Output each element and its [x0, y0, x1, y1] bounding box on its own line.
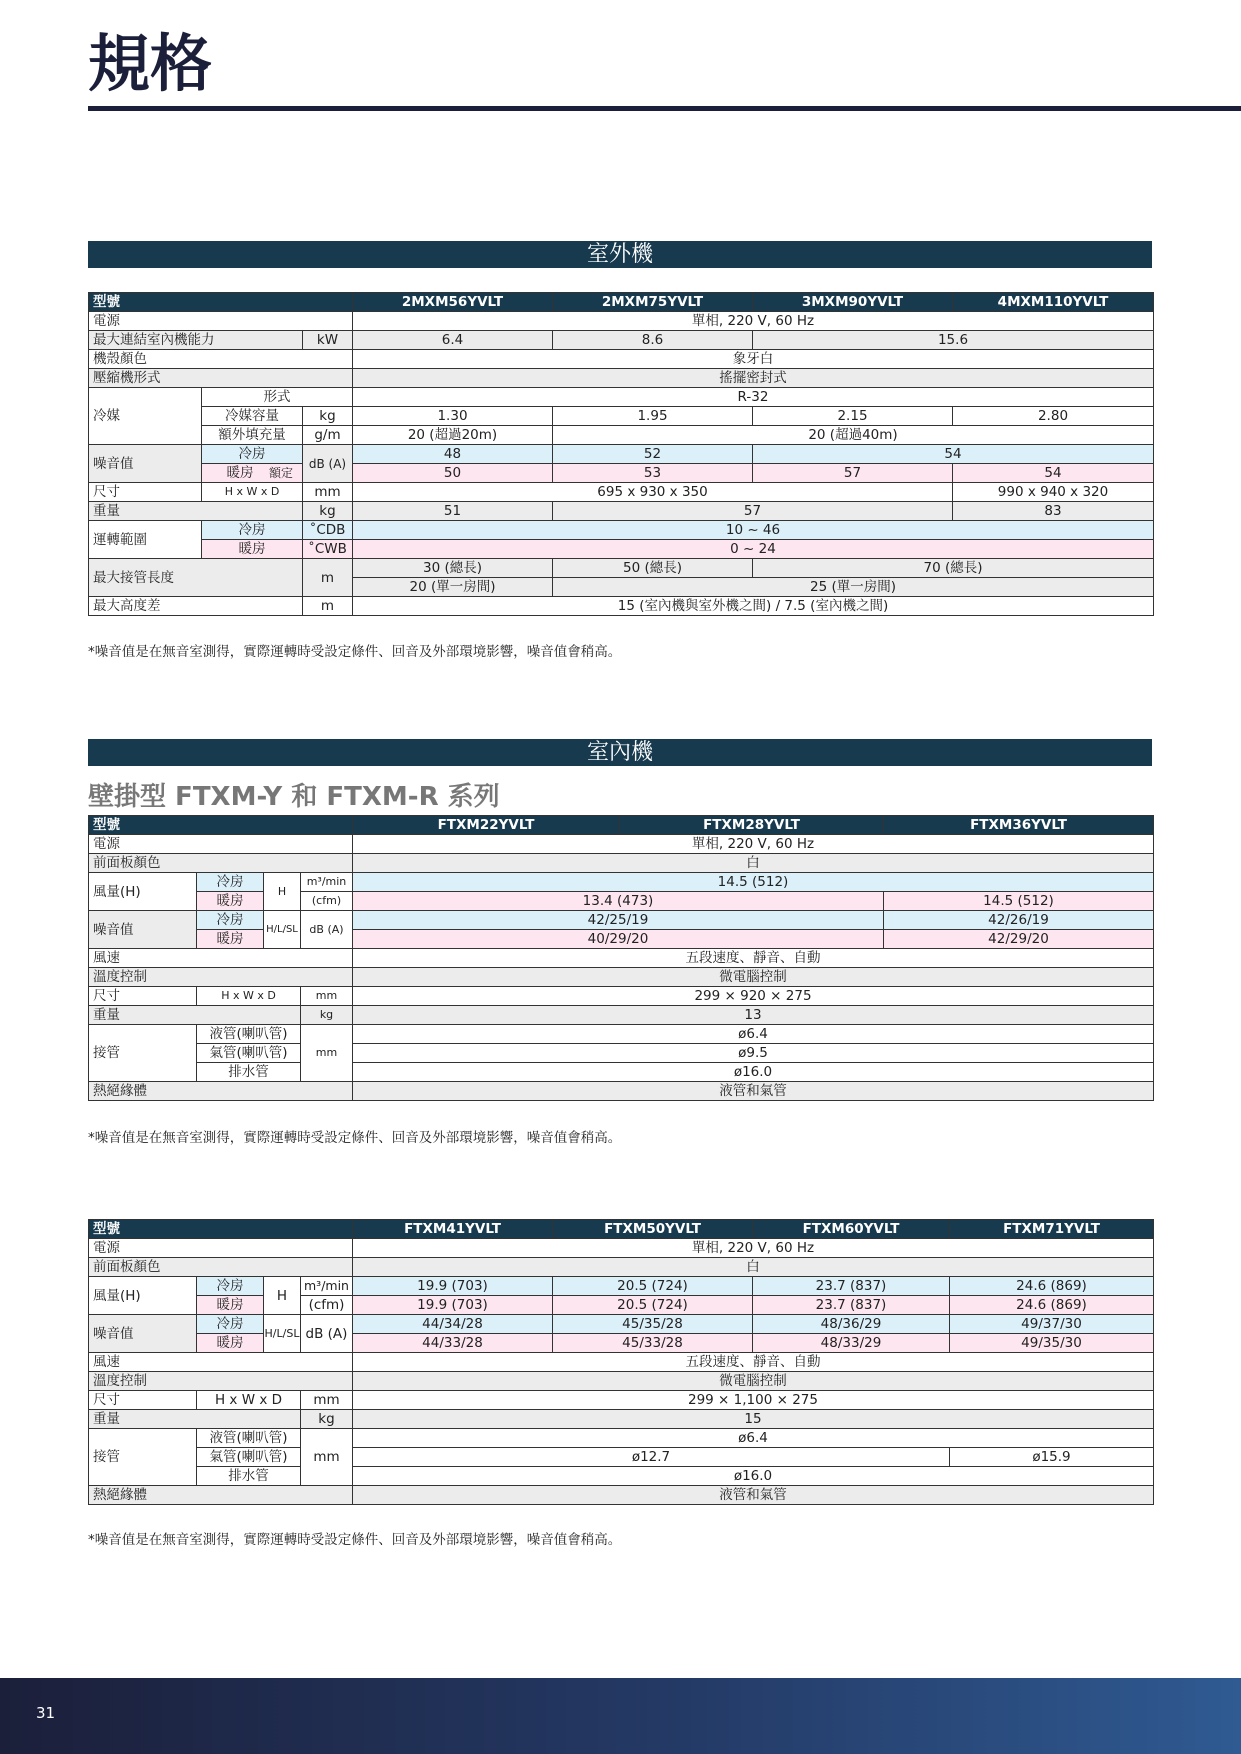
cell-value: 單相, 220 V, 60 Hz [353, 1239, 1154, 1258]
cell-value: 19.9 (703) [353, 1277, 553, 1296]
table-row [89, 1391, 1154, 1410]
indoor-spec-table-1 [88, 815, 1154, 1101]
cell-value: 20 (超過20m) [353, 426, 553, 445]
model-label: 型號 [89, 293, 353, 312]
cell-value: 990 x 940 x 320 [953, 483, 1154, 502]
cell-value: 23.7 (837) [753, 1277, 950, 1296]
table-row [89, 559, 1154, 578]
table-row [89, 1486, 1154, 1505]
row-label: 運轉範圍 [89, 521, 202, 559]
row-label: 電源 [89, 1239, 353, 1258]
cell-value: 23.7 (837) [753, 1296, 950, 1315]
cell-value: 10 ~ 46 [353, 521, 1154, 540]
cell-value: 14.5 (512) [884, 892, 1154, 911]
row-label: 最大連結室內機能力 [89, 331, 303, 350]
table-row [89, 1315, 1154, 1334]
cell-value: 44/33/28 [353, 1334, 553, 1353]
table-row [89, 293, 1154, 312]
unit-cell: kg [301, 1410, 353, 1429]
table-row [89, 597, 1154, 616]
cell-value: 單相, 220 V, 60 Hz [353, 312, 1154, 331]
unit-cell: m [303, 597, 353, 616]
row-label: 前面板顏色 [89, 854, 353, 873]
footnote: *噪音值是在無音室測得，實際運轉時受設定條件、回音及外部環境影響，噪音值會稍高。 [88, 1130, 622, 1146]
cell-value: 299 × 920 × 275 [353, 987, 1154, 1006]
cell-value: 24.6 (869) [950, 1296, 1154, 1315]
row-label: 溫度控制 [89, 1372, 353, 1391]
cell-value: 液管和氣管 [353, 1486, 1154, 1505]
row-label: 重量 [89, 502, 303, 521]
outdoor-section-header: 室外機 [88, 241, 1152, 268]
model-label: 型號 [89, 1220, 353, 1239]
cell-value: 19.9 (703) [353, 1296, 553, 1315]
sub-label: H x W x D [197, 987, 301, 1006]
table-row [89, 1044, 1154, 1063]
row-label: 風速 [89, 1353, 353, 1372]
cell-value: 液管和氣管 [353, 1082, 1154, 1101]
cell-value: 0 ~ 24 [353, 540, 1154, 559]
cell-value: ø15.9 [950, 1448, 1154, 1467]
cell-value: 15.6 [753, 331, 1154, 350]
sub-label: 形式 [202, 388, 353, 407]
cell-value: 20 (超過40m) [553, 426, 1154, 445]
cell-value: 20 (單一房間) [353, 578, 553, 597]
cell-value: 49/35/30 [950, 1334, 1154, 1353]
heat-label: 暖房 [197, 1334, 264, 1353]
cell-value: ø9.5 [353, 1044, 1154, 1063]
cell-value: 50 (總長) [553, 559, 753, 578]
cell-value: 8.6 [553, 331, 753, 350]
table-row [89, 350, 1154, 369]
mode-cell: H/L/SL [264, 911, 301, 949]
cell-value: 微電腦控制 [353, 1372, 1154, 1391]
cell-value: 15 [353, 1410, 1154, 1429]
cell-value: 52 [553, 445, 753, 464]
cell-value: 象牙白 [353, 350, 1154, 369]
cell-value: 42/25/19 [353, 911, 884, 930]
table-row [89, 1296, 1154, 1315]
unit-cell: mm [303, 483, 353, 502]
table-row [89, 987, 1154, 1006]
table-row [89, 1082, 1154, 1101]
cell-value: 57 [753, 464, 953, 483]
cell-value: R-32 [353, 388, 1154, 407]
cell-value: 44/34/28 [353, 1315, 553, 1334]
cool-label: 冷房 [197, 911, 264, 930]
unit-cell: kg [301, 1006, 353, 1025]
unit-cell: mm [301, 1391, 353, 1410]
cell-value: 單相, 220 V, 60 Hz [353, 835, 1154, 854]
cell-value: 695 x 930 x 350 [353, 483, 953, 502]
cell-value: 42/26/19 [884, 911, 1154, 930]
cool-label: 冷房 [202, 521, 303, 540]
cool-label: 冷房 [197, 1315, 264, 1334]
sub-label: 氣管(喇叭管) [197, 1448, 301, 1467]
footnote: *噪音值是在無音室測得，實際運轉時受設定條件、回音及外部環境影響，噪音值會稍高。 [88, 644, 622, 660]
outdoor-spec-table [88, 292, 1154, 616]
row-label: 風速 [89, 949, 353, 968]
indoor-section-header: 室內機 [88, 739, 1152, 766]
cell-value: 13.4 (473) [353, 892, 884, 911]
table-row [89, 1239, 1154, 1258]
cell-value: 搖擺密封式 [353, 369, 1154, 388]
row-label: 熱絕緣體 [89, 1486, 353, 1505]
row-label: 機殼顏色 [89, 350, 353, 369]
sub-label: H x W x D [202, 483, 303, 502]
cell-value: 14.5 (512) [353, 873, 1154, 892]
table-row [89, 835, 1154, 854]
table-row [89, 1025, 1154, 1044]
model-name: FTXM60YVLT [753, 1220, 950, 1239]
sub-label: 排水管 [197, 1063, 301, 1082]
row-label: 風量(H) [89, 1277, 197, 1315]
table-row [89, 930, 1154, 949]
model-name: FTXM28YVLT [620, 816, 884, 835]
row-label: 噪音值 [89, 445, 202, 483]
table-row [89, 521, 1154, 540]
table-row [89, 407, 1154, 426]
rated-label: 額定 [268, 466, 293, 480]
model-name: FTXM50YVLT [553, 1220, 753, 1239]
row-label: 熱絕緣體 [89, 1082, 353, 1101]
sub-label [202, 464, 303, 483]
table-row [89, 388, 1154, 407]
cell-value: 13 [353, 1006, 1154, 1025]
row-label: 最大接管長度 [89, 559, 303, 597]
cell-value: 45/33/28 [553, 1334, 753, 1353]
cell-value: 54 [953, 464, 1154, 483]
cell-value: 1.30 [353, 407, 553, 426]
row-label: 接管 [89, 1025, 197, 1082]
table-row [89, 1277, 1154, 1296]
unit-cell: dB (A) [301, 911, 353, 949]
cell-value: 6.4 [353, 331, 553, 350]
row-label: 壓縮機形式 [89, 369, 353, 388]
cell-value: 48/33/29 [753, 1334, 950, 1353]
cell-value: 五段速度、靜音、自動 [353, 949, 1154, 968]
unit-cell: kg [303, 407, 353, 426]
unit-cell: (cfm) [301, 1296, 353, 1315]
cool-label: 冷房 [197, 873, 264, 892]
table-row [89, 1006, 1154, 1025]
row-label: 電源 [89, 312, 353, 331]
row-label: 電源 [89, 835, 353, 854]
table-row [89, 911, 1154, 930]
unit-cell: m [303, 559, 353, 597]
table-row [89, 873, 1154, 892]
cell-value: 24.6 (869) [950, 1277, 1154, 1296]
model-label: 型號 [89, 816, 353, 835]
row-label: 重量 [89, 1410, 301, 1429]
mode-cell: H [264, 1277, 301, 1315]
cell-value: 20.5 (724) [553, 1296, 753, 1315]
cell-value: 白 [353, 854, 1154, 873]
table-row [89, 464, 1154, 483]
table-row [89, 1334, 1154, 1353]
mode-cell: H [264, 873, 301, 911]
unit-cell: kW [303, 331, 353, 350]
cell-value: 40/29/20 [353, 930, 884, 949]
row-label: 噪音值 [89, 911, 197, 949]
row-label: 尺寸 [89, 483, 202, 502]
series-subheading: 壁掛型 FTXM-Y 和 FTXM-R 系列 [88, 782, 500, 812]
cell-value: 45/35/28 [553, 1315, 753, 1334]
cell-value: ø16.0 [353, 1063, 1154, 1082]
table-row [89, 445, 1154, 464]
unit-cell: m³/min [301, 1277, 353, 1296]
heat-label: 暖房 [197, 1296, 264, 1315]
model-name: 2MXM56YVLT [353, 293, 553, 312]
sub-label: 氣管(喇叭管) [197, 1044, 301, 1063]
row-label: 尺寸 [89, 1391, 197, 1410]
heat-label: 暖房 [226, 465, 254, 481]
row-label: 噪音值 [89, 1315, 197, 1353]
sub-label: H x W x D [197, 1391, 301, 1410]
row-label: 接管 [89, 1429, 197, 1486]
cell-value: 48 [353, 445, 553, 464]
model-name: 4MXM110YVLT [953, 293, 1154, 312]
cell-value: 30 (總長) [353, 559, 553, 578]
cell-value: 微電腦控制 [353, 968, 1154, 987]
table-row [89, 1372, 1154, 1391]
table-row [89, 483, 1154, 502]
row-label: 前面板顏色 [89, 1258, 353, 1277]
model-name: 3MXM90YVLT [753, 293, 953, 312]
row-label: 風量(H) [89, 873, 197, 911]
table-row [89, 949, 1154, 968]
cell-value: 49/37/30 [950, 1315, 1154, 1334]
unit-cell: (cfm) [301, 892, 353, 911]
row-label: 溫度控制 [89, 968, 353, 987]
table-row [89, 892, 1154, 911]
row-label: 尺寸 [89, 987, 197, 1006]
unit-cell: dB (A) [303, 445, 353, 483]
heat-label: 暖房 [202, 540, 303, 559]
model-name: FTXM22YVLT [353, 816, 620, 835]
table-row [89, 426, 1154, 445]
table-row [89, 1353, 1154, 1372]
sub-label: 排水管 [197, 1467, 301, 1486]
model-name: FTXM71YVLT [950, 1220, 1154, 1239]
cell-value: 五段速度、靜音、自動 [353, 1353, 1154, 1372]
unit-cell: g/m [303, 426, 353, 445]
unit-cell: ˚CWB [303, 540, 353, 559]
unit-cell: ˚CDB [303, 521, 353, 540]
cell-value: 83 [953, 502, 1154, 521]
cell-value: ø16.0 [353, 1467, 1154, 1486]
cell-value: 15 (室內機與室外機之間) / 7.5 (室內機之間) [353, 597, 1154, 616]
table-row [89, 540, 1154, 559]
sub-label [202, 445, 303, 464]
cell-value: 20.5 (724) [553, 1277, 753, 1296]
cell-value: ø6.4 [353, 1025, 1154, 1044]
unit-cell: dB (A) [301, 1315, 353, 1353]
table-row [89, 312, 1154, 331]
sub-label: 冷媒容量 [202, 407, 303, 426]
unit-cell: mm [301, 987, 353, 1006]
cell-value: 25 (單一房間) [553, 578, 1154, 597]
cell-value: 57 [553, 502, 953, 521]
cell-value: ø6.4 [353, 1429, 1154, 1448]
cell-value: 2.80 [953, 407, 1154, 426]
model-name: FTXM36YVLT [884, 816, 1154, 835]
table-row [89, 1258, 1154, 1277]
indoor-spec-table-2 [88, 1219, 1154, 1505]
row-label: 重量 [89, 1006, 301, 1025]
row-label: 最大高度差 [89, 597, 303, 616]
title-divider [88, 106, 1241, 111]
cell-value: 50 [353, 464, 553, 483]
model-name: FTXM41YVLT [353, 1220, 553, 1239]
cell-value: 51 [353, 502, 553, 521]
table-row [89, 502, 1154, 521]
table-row [89, 816, 1154, 835]
unit-cell: mm [301, 1025, 353, 1082]
table-row [89, 369, 1154, 388]
heat-label: 暖房 [197, 930, 264, 949]
mode-cell: H/L/SL [264, 1315, 301, 1353]
sub-label: 液管(喇叭管) [197, 1025, 301, 1044]
cell-value: 2.15 [753, 407, 953, 426]
heat-label: 暖房 [197, 892, 264, 911]
unit-cell: mm [301, 1429, 353, 1486]
cool-label: 冷房 [238, 446, 266, 462]
page-title: 規格 [88, 27, 213, 100]
cell-value: 53 [553, 464, 753, 483]
unit-cell: m³/min [301, 873, 353, 892]
cell-value: 54 [753, 445, 1154, 464]
cell-value: 白 [353, 1258, 1154, 1277]
table-row [89, 1220, 1154, 1239]
footnote: *噪音值是在無音室測得，實際運轉時受設定條件、回音及外部環境影響，噪音值會稍高。 [88, 1532, 622, 1548]
cell-value: 70 (總長) [753, 559, 1154, 578]
model-name: 2MXM75YVLT [553, 293, 753, 312]
table-row [89, 331, 1154, 350]
table-row [89, 854, 1154, 873]
cell-value: 1.95 [553, 407, 753, 426]
sub-label: 液管(喇叭管) [197, 1429, 301, 1448]
cell-value: 48/36/29 [753, 1315, 950, 1334]
table-row [89, 1448, 1154, 1467]
table-row [89, 968, 1154, 987]
cell-value: 299 × 1,100 × 275 [353, 1391, 1154, 1410]
cell-value: 42/29/20 [884, 930, 1154, 949]
table-row [89, 1429, 1154, 1448]
sub-label: 額外填充量 [202, 426, 303, 445]
table-row [89, 1410, 1154, 1429]
page-number: 31 [36, 1704, 56, 1722]
cell-value: ø12.7 [353, 1448, 950, 1467]
cool-label: 冷房 [197, 1277, 264, 1296]
table-row [89, 1467, 1154, 1486]
row-label: 冷媒 [89, 388, 202, 445]
table-row [89, 1063, 1154, 1082]
footer-band [0, 1678, 1241, 1754]
unit-cell: kg [303, 502, 353, 521]
